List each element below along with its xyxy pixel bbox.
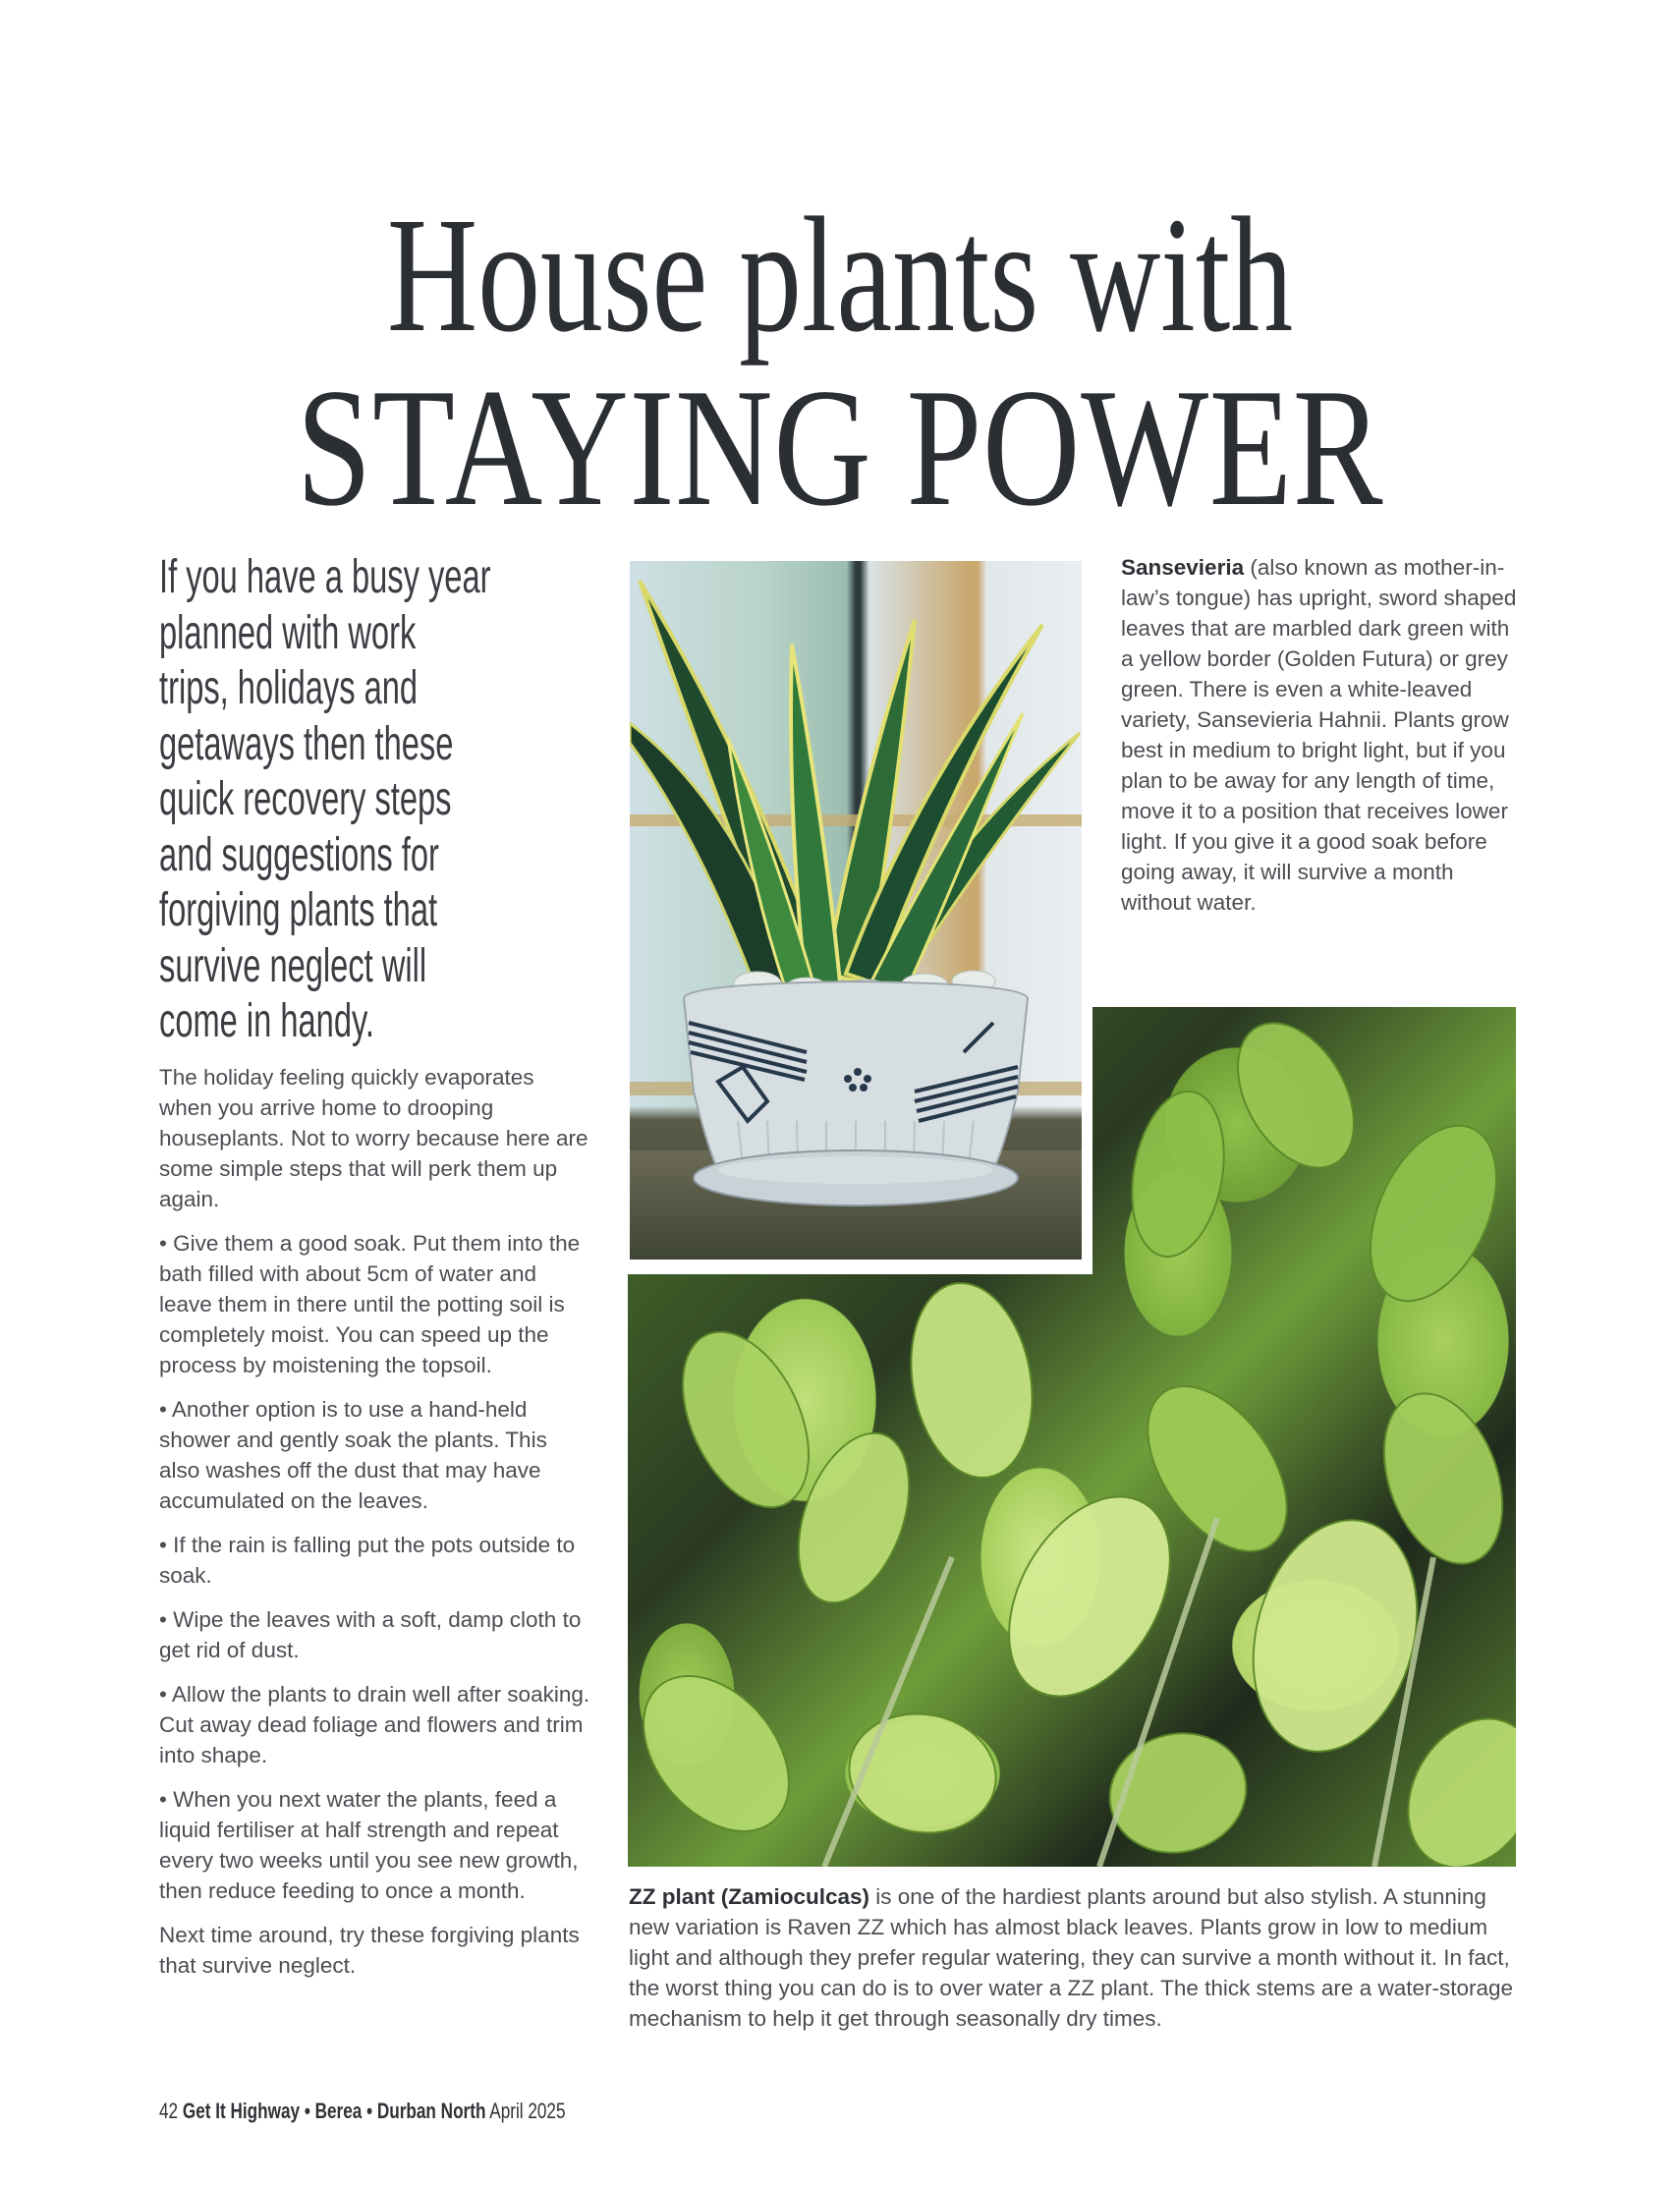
intro-line: forgiving plants that [159, 884, 438, 936]
intro-line: come in handy. [159, 995, 374, 1047]
body-column [159, 1062, 591, 1994]
tip-fertilise: • When you next water the plants, feed a liquid fertiliser at half strength and repeat every two weeks until you see new growth, then reduce feeding to once a month. [159, 1787, 579, 1903]
sansevieria-text: (also known as mother-in-law’s tongue) has upright, sword shaped leaves that are marbled dark green with a yellow border (Golden Futura) or grey green. There is even a white-leaved variety, Sansevieria Hahnii. Plants grow best in medium to bright light, but if you plan to be away for any length of time, move it to a position that receives lower light. If you give it a good soak before going away, it will survive a month without water. [1121, 555, 1517, 915]
intro-standfirst [159, 550, 533, 1050]
tip-shower: • Another option is to use a hand-held shower and gently soak the plants. This also washes off the dust that may have accumulated on the leaves. [159, 1397, 547, 1513]
headline-line-2: STAYING POWER [296, 355, 1384, 541]
intro-line: quick recovery steps [159, 773, 452, 825]
intro-line: trips, holidays and [159, 662, 419, 714]
issue-date: April 2025 [489, 2099, 566, 2123]
sansevieria-photo [630, 561, 1082, 1260]
sansevieria-title: Sansevieria [1121, 555, 1245, 580]
tip-rain: • If the rain is falling put the pots outside to soak. [159, 1533, 576, 1588]
headline-line-1: House plants with [386, 184, 1294, 366]
zz-plant-description [629, 1881, 1518, 2034]
tip-soak: • Give them a good soak. Put them into the bath filled with about 5cm of water and leave them in there until the potting soil is completely moist. You can speed up the process by moistening the topsoil. [159, 1231, 581, 1377]
page-number: 42 [159, 2099, 179, 2123]
intro-line: planned with work [159, 606, 417, 659]
sansevieria-description [1121, 552, 1524, 918]
zz-plant-title: ZZ plant (Zamioculcas) [629, 1884, 870, 1909]
intro-line: survive neglect will [159, 939, 427, 992]
page-footer [159, 2099, 566, 2124]
intro-line: getaways then these [159, 717, 454, 770]
body-closing: Next time around, try these forgiving plants that survive neglect. [159, 1923, 580, 1978]
tip-wipe-leaves: • Wipe the leaves with a soft, damp cloth to get rid of dust. [159, 1607, 582, 1662]
zz-plant-text: is one of the hardiest plants around but also stylish. A stunning new variation is Raven ZZ which has almost black leaves. Plants grow in low to medium light and although they prefer regular watering, they can survive a month without it. In fact, the worst thing you can do is to over water a ZZ plant. The thick stems are a water-storage mechanism to help it get through seasonally dry times. [629, 1884, 1513, 2031]
body-paragraph: The holiday feeling quickly evaporates when you arrive home to drooping houseplants. Not to worry because here are some simple steps that will perk them up again. [159, 1065, 588, 1211]
sansevieria-illustration [630, 561, 1082, 1260]
tip-drain: • Allow the plants to drain well after soaking. Cut away dead foliage and flowers and trim into shape. [159, 1682, 590, 1767]
publication-name: Get It Highway • Berea • Durban North [182, 2099, 486, 2123]
intro-line: and suggestions for [159, 828, 439, 881]
intro-line: If you have a busy year [159, 551, 491, 603]
